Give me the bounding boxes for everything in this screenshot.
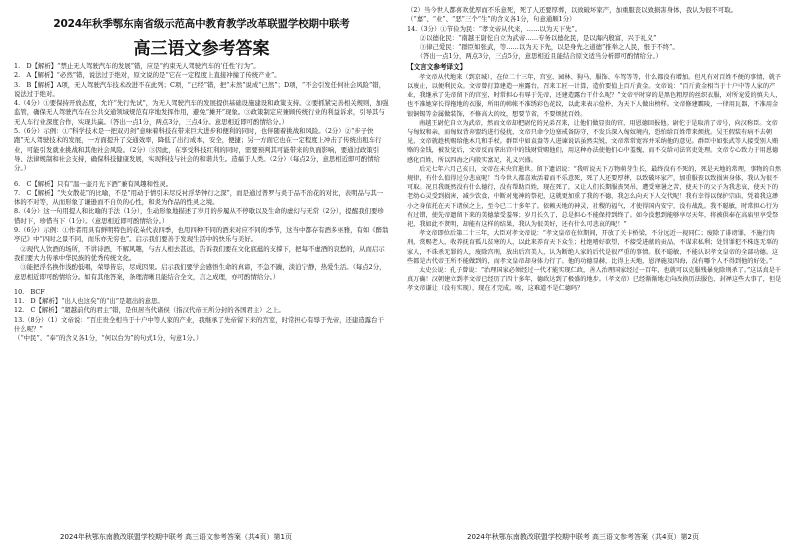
translation-paragraph-3: 后元七年六月己亥日，文帝在未央宫逝世。留下遗诏说：“我听说天下万物萌芽生长，最终没有不死的，死是天地的常理，事物的自然规律，有什么值得过分悲哀呢！当今世人都喜欢活着而不乐意死，死了人还要厚葬，以致破坏家产，加重服丧以致损害身体，我认为很不可取。况且我既然没有什么德行，没有帮助百姓，现在死了，又让人们长期服丧哭吊，遭受寒暑之苦，使天下的父子为我悲哀，使天下的老幼心灵受到损害，减少饮食，中断对鬼神的祭祀，这就更加重了我的不德，我怎么向天下人交代呢！我有幸得以保护宗庙，凭着我这渺小之身依托在天下诸侯之上，至今已二十多年了。依赖天地的神灵，社稷的福气，才使得国内安宁，没有战乱。我不聪敏，时常担心行为有过错，使先帝遗留下来的美德蒙受羞辱；岁月长久了，总是担心不能保持到终了。如今没想到能够享尽天年，将被供奉在高庙里享受祭祀，我如此不贤明，却能有这样的结果，我认为很美好，还有什么可悲哀的呢！” xyxy=(407,165,782,229)
answer-item-14-scoring: （答出一点1分，两点3分，三点5分，意思相近且能结合原文适当分析即可酌情给分。） xyxy=(407,52,663,61)
answer-item-2: 2. A【解析】“必然”错，说法过于绝对，原文说的是“它在一定程度上直接冲撞了传统产业”。 xyxy=(14,71,281,80)
answer-item-13-part-2: （2）当今世人都喜欢优厚而不乐意死，死了人还要厚葬，以致破坏家产，加重服丧以致损害身体，我认为很不可取。（“嘉”、“业”、“恶”三个“生”的含义各1分，句意通顺1分） xyxy=(407,6,737,24)
translation-paragraph-5: 太史公说：孔子曾说：“治理国家必须经过一代才能实现仁政，善人治理国家经过一百年，也就可以克服残暴免除刑杀了。”这话真是千真万确！汉朝建立到孝文帝已经历了四十多年，德政达到了极盛的地步。（孝文帝）已经渐渐地走向改换历法服色、封禅这些大事了，但是孝文帝谦让（没有实现），现在才完成。唉，这难道不是仁德吗？ xyxy=(407,267,782,293)
answer-item-5: 5.（6分）示例：①“科学技术是一把双刃剑”意味着科技在带来巨大进步和便利的同时，也伴随着挑战和风险。（2分）②“步子快跑”无人驾驶技术的发展，一方面提升了交通效率，降低了出行成本，安全，便捷；另一方面它也在一定程度上冲击了传统出租车行业，可能引发就业挑战和其他社会风险。（2分）③因此，在享受科技红利的同时，需要预判其可能带来的负面影响，要通过政策引导、法律规制和社会支持，确保科技健康发展，实现科技与社会的和谐共生。造福于人类。（2分）（每点2分，意思相近即可酌情给分。） xyxy=(14,127,382,173)
translation-heading: 【文言文参考译文】 xyxy=(407,62,467,71)
answer-item-1: 1. D【解析】“禁止无人驾驶汽车的发展”错，应是“约束无人驾驶汽车的‘任性’行为”。 xyxy=(14,62,260,70)
answer-item-4: 4.（4分）①要保持开放态度，允许“先行先试”，为无人驾驶汽车的发展提供基础设施建设和政策支持。②要抓紧完善相关规则，加强监管，确保无人驾驶汽车在公共交通领域规范有序地发挥作用，避免“摊开”现象。③政策制定应兼顾传统行业的利益诉求，引导其与无人车行业深度合作，实现共赢。（答出一点1分，两点3分，三点4分。意思相近即可酌情给分。） xyxy=(14,99,389,126)
answer-item-12: 12. C【解析】“超越前代的君主”错，是但居当代诸侯（指汉代帝王所分封的各国君主）之上。 xyxy=(14,306,285,315)
page-footer-left: 2024年秋鄂东南教改联盟学校期中联考 高三语文参考答案（共4页）第1页 xyxy=(60,533,292,541)
page-footer-right: 2024年秋鄂东南教改联盟学校期中联考 高三语文参考答案（共4页）第2页 xyxy=(467,533,699,541)
page-2 xyxy=(397,0,794,550)
answer-item-6: 6. C【解析】只有“温一壶月光下酒”兼有风趣和性灵。 xyxy=(14,179,173,188)
document-title: 2024年秋季鄂东南省级示范高中教育教学改革联盟学校期中联考 xyxy=(53,18,350,30)
answer-item-3: 3. B【解析】A项，无人驾驶汽车技术改进不在此列；C项，“已经”错，把“未然”说成“已然”；D项，“不会引发任何社会风险”错，说法过于绝对。 xyxy=(14,80,386,98)
translation-paragraph-2: 南越王尉佗自立为武帝，然而文帝却把尉佗的兄弟召来，让他们做显贵的官，用恩德回报他。尉佗于是取消了帝号，向汉称臣。文帝与匈奴和亲，而匈奴背弃盟约进行侵扰，文帝只命令边塞戒备防守，不发兵深入匈奴境内，恐怕给百姓带来烦扰。吴王假装有病不去朝见，文帝就趁机赐给他木几和手杖。群臣中如袁盎等人进谏说话虽然尖锐，文帝常常宽容并采纳他的意见。群臣中如张武等人接受别人贿赂的金钱，被发觉后，文帝反而拿出宫中的钱财赏赐他们，用这种办法使他们心中羞愧，而不交给司法官吏处理。文帝专心致力于用恩德感化百姓，所以四海之内殷实富足，礼义兴盛。 xyxy=(407,119,779,164)
answer-item-9-point-3: ③能把浮名换作浅酌低唱，荣辱皆忘，尽成因果。启示我们要学会感悟生命的真谛，不急不躁，淡泊宁静，热爱生活。（每点2分，意思相近即可酌情给分。如有其他答案，条理清晰且能结合全文，言之成理，亦可酌情给分。） xyxy=(14,263,386,281)
answer-item-7: 7. C【解析】“失女散花”的比喻，不是“用动于情引未尽反衬浮华钟行之深”，而是通过普罗与炎于品不治花的对比，表明品与其一体的不对等，从而形象了谦逊而不自负的心性，和炎为作品的性灵之境。 xyxy=(14,188,384,207)
answer-item-14-point-3: ③律己爱民：“群臣如张武，等……以为天下先，以是身先之道德”推举之人民，恨于不终”。 xyxy=(407,43,679,52)
answer-item-14: 14.（3分）①节俭为民：“孝文帝从代来，……以为天下先”。 xyxy=(407,24,582,33)
answer-item-9-point-2: ②现代人饮酒的场所，不讲诗酒，不解风趣，与古人相去甚远，告诉我们要在文化底蕴的支撑下，把每不虚酒的哀愁的，从而启示我们要大力传承中华民族的优秀传统文化。 xyxy=(14,244,385,262)
translation-paragraph-4: 孝文帝即位后第二十三年，大臣对孝文帝说：“孝文皇帝在位期间，开放了关卡桥梁，不分远近一视同仁；废除了诽谤罪，不施行肉刑，赏赐老人，收养抚育孤儿贫寒的人，以此来养育天下众生；杜绝嗜好欲望，不接受进献的贡品，不谋求私利；处罚罪犯不株连无辜的家人，不诛杀无罪的人，废除宫刑，放出后宫美人，认为断绝人家的后代是很严重的事情。朕不聪敏，不能认识孝文皇帝的全部功德。这些都是古代帝王所不能做到的，而孝文皇帝却身体力行了。他的功德显赫，比得上天地，恩泽施及四海，没有哪个人不得到他的好处。” xyxy=(407,230,779,265)
answer-item-9: 9.（6分）示例：①作者用具有鲜明特色的花朵代表四季，也用四种不同的酒来对应不同的季节，这当中都存有酒多巫雅，有如《醉翁亭记》中“四时之景不同，而乐亦无穷也”。启示我们要善于发现生活中的快乐与美好。 xyxy=(14,226,389,244)
document-subtitle: 高三语文参考答案 xyxy=(133,39,270,59)
answer-item-14-point-2: ②以德化民：“南越王尉佗自立为武帝……专务以德化民，是以海内殷富，兴于礼义” xyxy=(407,33,657,42)
answer-item-11: 11. D【解析】“出人也这矣”的“出”是超出的意思。 xyxy=(14,297,164,306)
answer-item-13-part-1: 13.（8分）（1）文帝说：“百庄贵全相当于十户中等人家的产业，我继承了先帝留下来的宫室，时常担心有辱于先帝，还建造露台干什么呢？” xyxy=(14,315,384,334)
translation-paragraph-1: 孝文帝从代地来（到京城），在位二十三年，宫室、园林、狗马、服饰、车驾等等，什么都没有增加。但凡有对百姓不便的事情，就予以废止，以便利民众。文帝曾打算建造一座露台，召来工匠一计算，造价要值上百斤黄金。文帝说：“百斤黄金相当于十户中等人家的产业，我继承了先帝留下的宫室，时常担心有辱于先帝，还建造露台干什么呢？”文帝平时穿的是黑色粗厚的丝织衣服，对所宠爱的慎夫人，也不准她穿长得拖地的衣服，所用的帏帐不准绣彩色花纹，以此来表示俭朴，为天下人做出榜样。文帝修建霸陵，一律用瓦器，不准用金银铜锡等金属做装饰，不修高大的坟，想要节省，不要烦扰百姓。 xyxy=(407,73,782,118)
answer-item-10: 10. BCF xyxy=(14,287,45,296)
answer-item-8: 8.（4分）这一句用提人和比喻的手法（1分），生动形象地描述了岁月的步履从不停歇以及生命的虚幻与无常（2分），提醒我们要珍惜时下，珍惜当下（1分）。（意思相近即可酌情给分。） xyxy=(14,207,384,225)
answer-item-13-scoring: （“中民”、“奉”的含义各1分，“何以台为”的句式1分，句意1分。） xyxy=(14,334,203,343)
